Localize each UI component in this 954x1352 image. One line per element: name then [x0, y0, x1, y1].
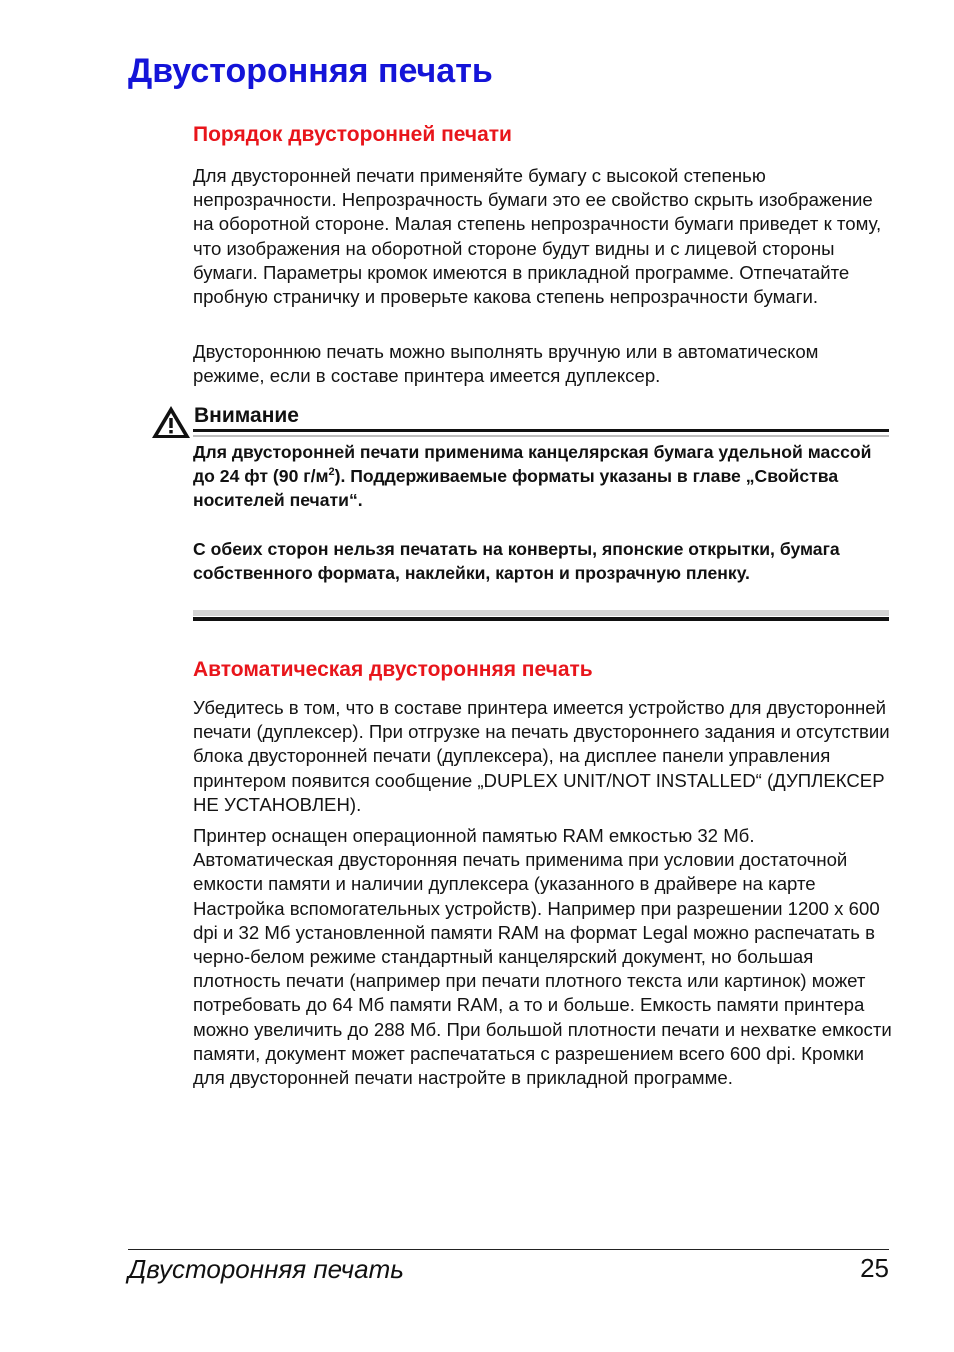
footer-section-title: Двусторонняя печать — [128, 1254, 404, 1284]
page-title: Двусторонняя печать — [128, 52, 493, 90]
warning-top-rule — [193, 429, 889, 432]
warning-text1-part2: ). Поддерживаемые форматы указаны в главе „Свойства носителей печати“. — [193, 466, 839, 511]
warning-unsupported-media: С обеих сторон нельзя печатать на конверты, японские открытки, бумага собственного формата, наклейки, картон и прозрачную пленку. — [193, 539, 840, 584]
warning-top-rule-shade — [193, 435, 889, 437]
footer-rule — [128, 1249, 889, 1250]
section-heading-duplex-order: Порядок двусторонней печати — [193, 123, 512, 146]
warning-text1-superscript: 2 — [328, 466, 335, 479]
paragraph-duplex-modes: Двустороннюю печать можно выполнять вручную или в автоматическом режиме, если в составе принтера имеется дуплексер. — [193, 341, 819, 387]
warning-bottom-rule — [193, 617, 889, 621]
section-heading-auto-duplex: Автоматическая двусторонняя печать — [193, 658, 593, 681]
paragraph-memory: Принтер оснащен операционной памятью RAM емкостью 32 Мб. Автоматическая двусторонняя печать применима при условии достаточной емкости памяти и наличии дуплексера (указанного в драйвере на карте Настройка вспомогательных устройств). Например при разрешении 1200 x 600 dpi и 32 Мб установленной памяти RAM на формат Legal можно распечатать в черно-белом режиме стандартный канцелярский документ, но большая плотность печати (например при печати плотного текста или картинок) может потребовать до 64 Мб памяти RAM, а то и больше. Емкость памяти принтера можно увеличить до 288 Мб. При большой плотности печати и нехватке емкости памяти, документ может распечататься с разрешением всего 600 dpi. Кромки для двусторонней печати настройте в прикладной программе. — [193, 825, 892, 1089]
paragraph-duplexer-check: Убедитесь в том, что в составе принтера имеется устройство для двусторонней печати (дуплексер). При отгрузке на печать двустороннего задания и отсутствии блока двусторонней печати (дуплексера), на дисплее панели управления принтером появится сообщение „DUPLEX UNIT/NOT INSTALLED“ (ДУПЛЕКСЕР НЕ УСТАНОВЛЕН). — [193, 697, 890, 815]
paragraph-opacity: Для двусторонней печати применяйте бумагу с высокой степенью непрозрачности. Непрозрачность бумаги это ее свойство скрыть изображение на оборотной стороне. Малая степень непрозрачности бумаги приведет к тому, что изображения на оборотной стороне будут видны и с лицевой стороны бумаги. Параметры кромок имеются в прикладной программе. Отпечатайте пробную страничку и проверьте какова степень непрозрачности бумаги. — [193, 165, 882, 308]
warning-paper-weight — [193, 440, 889, 513]
warning-text1-part1: Для двусторонней печати применима канцелярская бумага удельной массой до 24 фт (90 г/м — [193, 442, 872, 487]
page-number: 25 — [860, 1253, 889, 1283]
warning-title: Внимание — [194, 404, 299, 427]
warning-bottom-rule-shade — [193, 610, 889, 616]
warning-triangle-icon — [151, 405, 191, 439]
